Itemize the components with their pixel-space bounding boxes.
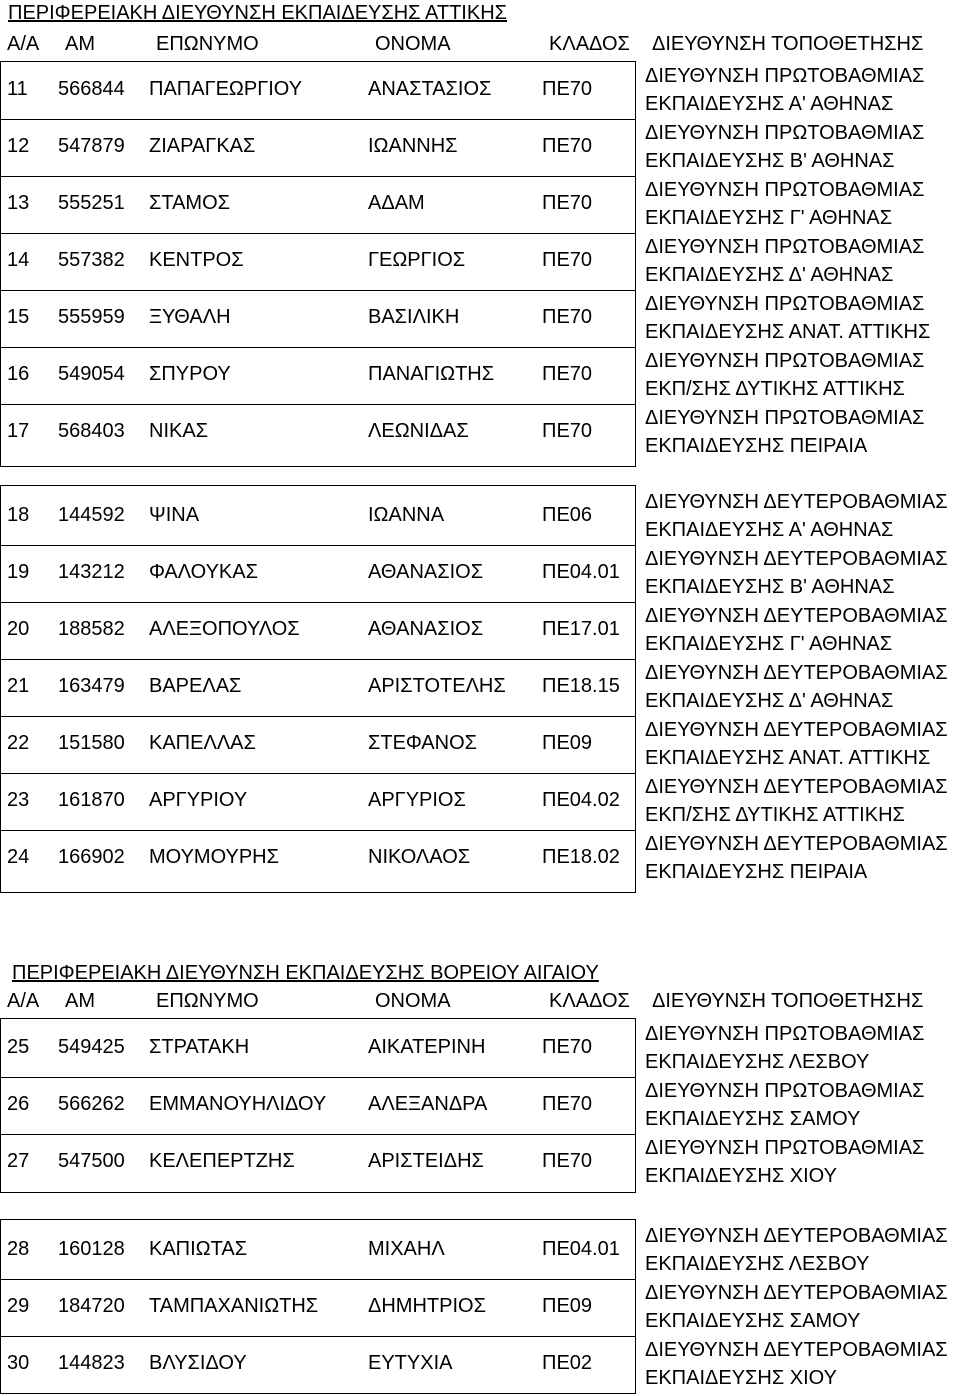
destination-line-1: ΔΙΕΥΘΥΝΣΗ ΔΕΥΤΕΡΟΒΑΘΜΙΑΣ xyxy=(645,832,948,855)
cell-surname: ΨΙΝΑ xyxy=(149,504,200,526)
table-row xyxy=(0,772,960,829)
table-row xyxy=(0,118,960,175)
table-group-primary-north-aegean xyxy=(0,1019,960,1190)
cell-am: 566262 xyxy=(58,1093,125,1115)
table-row xyxy=(0,1335,960,1392)
cell-name: ΝΙΚΟΛΑΟΣ xyxy=(368,846,471,868)
cell-am: 549054 xyxy=(58,363,125,385)
cell-specialty: ΠΕ18.02 xyxy=(542,846,620,868)
cell-am: 549425 xyxy=(58,1036,125,1058)
table-row xyxy=(0,1019,960,1076)
cell-destination xyxy=(645,487,960,544)
row-separator xyxy=(0,119,636,120)
cell-destination xyxy=(645,1221,960,1278)
cell-name: ΙΩΑΝΝΗΣ xyxy=(368,135,458,157)
cell-am: 161870 xyxy=(58,789,125,811)
cell-name: ΑΔΑΜ xyxy=(368,192,425,214)
table-row xyxy=(0,715,960,772)
cell-name: ΑΡΙΣΤΟΤΕΛΗΣ xyxy=(368,675,506,697)
table-group-secondary-north-aegean xyxy=(0,1221,960,1392)
cell-name: ΙΩΑΝΝΑ xyxy=(368,504,445,526)
cell-specialty: ΠΕ02 xyxy=(542,1352,593,1374)
destination-line-2: ΕΚΠΑΙΔΕΥΣΗΣ Β' ΑΘΗΝΑΣ xyxy=(645,575,895,598)
cell-specialty: ΠΕ70 xyxy=(542,78,593,100)
cell-destination xyxy=(645,601,960,658)
cell-surname: ΚΑΠΕΛΛΑΣ xyxy=(149,732,256,754)
header-destination: ΔΙΕΥΘΥΝΣΗ ΤΟΠΟΘΕΤΗΣΗΣ xyxy=(652,33,924,55)
cell-specialty: ΠΕ09 xyxy=(542,1295,593,1317)
cell-am: 184720 xyxy=(58,1295,125,1317)
table-group-secondary-attica xyxy=(0,487,960,886)
header-specialty: ΚΛΑΔΟΣ xyxy=(549,33,630,55)
header-destination: ΔΙΕΥΘΥΝΣΗ ΤΟΠΟΘΕΤΗΣΗΣ xyxy=(652,990,924,1012)
cell-specialty: ΠΕ70 xyxy=(542,363,593,385)
cell-aa: 21 xyxy=(7,675,30,697)
destination-line-1: ΔΙΕΥΘΥΝΣΗ ΔΕΥΤΕΡΟΒΑΘΜΙΑΣ xyxy=(645,775,948,798)
cell-aa: 12 xyxy=(7,135,30,157)
destination-line-1: ΔΙΕΥΘΥΝΣΗ ΔΕΥΤΕΡΟΒΑΘΜΙΑΣ xyxy=(645,1338,948,1361)
table-group-primary-attica xyxy=(0,61,960,460)
row-separator xyxy=(0,602,636,603)
cell-am: 144823 xyxy=(58,1352,125,1374)
cell-destination xyxy=(645,346,960,403)
destination-line-2: ΕΚΠ/ΣΗΣ ΔΥΤΙΚΗΣ ΑΤΤΙΚΗΣ xyxy=(645,377,905,400)
destination-line-1: ΔΙΕΥΘΥΝΣΗ ΠΡΩΤΟΒΑΘΜΙΑΣ xyxy=(645,1079,925,1102)
destination-line-1: ΔΙΕΥΘΥΝΣΗ ΔΕΥΤΕΡΟΒΑΘΜΙΑΣ xyxy=(645,1281,948,1304)
cell-name: ΕΥΤΥΧΙΑ xyxy=(368,1352,453,1374)
destination-line-2: ΕΚΠΑΙΔΕΥΣΗΣ Α' ΑΘΗΝΑΣ xyxy=(645,92,894,115)
column-header-row xyxy=(0,990,960,1012)
cell-surname: ΒΑΡΕΛΑΣ xyxy=(149,675,242,697)
cell-destination xyxy=(645,232,960,289)
table-row xyxy=(0,61,960,118)
cell-surname: ΠΑΠΑΓΕΩΡΓΙΟΥ xyxy=(149,78,303,100)
cell-specialty: ΠΕ70 xyxy=(542,135,593,157)
cell-surname: ΚΑΠΙΩΤΑΣ xyxy=(149,1238,248,1260)
cell-am: 160128 xyxy=(58,1238,125,1260)
cell-destination xyxy=(645,289,960,346)
cell-destination xyxy=(645,772,960,829)
destination-line-2: ΕΚΠΑΙΔΕΥΣΗΣ Γ' ΑΘΗΝΑΣ xyxy=(645,632,893,655)
destination-line-2: ΕΚΠΑΙΔΕΥΣΗΣ ΠΕΙΡΑΙΑ xyxy=(645,434,868,457)
cell-destination xyxy=(645,61,960,118)
destination-line-1: ΔΙΕΥΘΥΝΣΗ ΠΡΩΤΟΒΑΘΜΙΑΣ xyxy=(645,121,925,144)
cell-am: 143212 xyxy=(58,561,125,583)
row-separator xyxy=(0,347,636,348)
destination-line-1: ΔΙΕΥΘΥΝΣΗ ΔΕΥΤΕΡΟΒΑΘΜΙΑΣ xyxy=(645,490,948,513)
destination-line-2: ΕΚΠΑΙΔΕΥΣΗΣ ΧΙΟΥ xyxy=(645,1164,837,1187)
cell-name: ΒΑΣΙΛΙΚΗ xyxy=(368,306,460,328)
destination-line-2: ΕΚΠΑΙΔΕΥΣΗΣ ΛΕΣΒΟΥ xyxy=(645,1050,870,1073)
destination-line-2: ΕΚΠ/ΣΗΣ ΔΥΤΙΚΗΣ ΑΤΤΙΚΗΣ xyxy=(645,803,905,826)
table-row xyxy=(0,1076,960,1133)
cell-aa: 23 xyxy=(7,789,30,811)
header-specialty: ΚΛΑΔΟΣ xyxy=(549,990,630,1012)
row-separator xyxy=(0,1134,636,1135)
cell-aa: 11 xyxy=(7,78,28,100)
cell-specialty: ΠΕ18.15 xyxy=(542,675,620,697)
cell-name: ΛΕΩΝΙΔΑΣ xyxy=(368,420,469,442)
cell-destination xyxy=(645,1133,960,1190)
table-row xyxy=(0,1278,960,1335)
cell-am: 555959 xyxy=(58,306,125,328)
header-name: ΟΝΟΜΑ xyxy=(375,990,451,1012)
cell-am: 163479 xyxy=(58,675,125,697)
cell-aa: 26 xyxy=(7,1093,30,1115)
table-row xyxy=(0,601,960,658)
destination-line-1: ΔΙΕΥΘΥΝΣΗ ΠΡΩΤΟΒΑΘΜΙΑΣ xyxy=(645,406,925,429)
destination-line-1: ΔΙΕΥΘΥΝΣΗ ΔΕΥΤΕΡΟΒΑΘΜΙΑΣ xyxy=(645,604,948,627)
cell-name: ΑΘΑΝΑΣΙΟΣ xyxy=(368,561,484,583)
cell-specialty: ΠΕ70 xyxy=(542,249,593,271)
cell-specialty: ΠΕ70 xyxy=(542,420,593,442)
cell-aa: 28 xyxy=(7,1238,30,1260)
header-aa: Α/Α xyxy=(7,33,40,55)
destination-line-2: ΕΚΠΑΙΔΕΥΣΗΣ Β' ΑΘΗΝΑΣ xyxy=(645,149,895,172)
destination-line-1: ΔΙΕΥΘΥΝΣΗ ΔΕΥΤΕΡΟΒΑΘΜΙΑΣ xyxy=(645,1224,948,1247)
cell-surname: ΒΛΥΣΙΔΟΥ xyxy=(149,1352,247,1374)
cell-surname: ΖΙΑΡΑΓΚΑΣ xyxy=(149,135,256,157)
cell-specialty: ΠΕ70 xyxy=(542,192,593,214)
cell-destination xyxy=(645,1335,960,1392)
row-separator xyxy=(0,176,636,177)
destination-line-1: ΔΙΕΥΘΥΝΣΗ ΔΕΥΤΕΡΟΒΑΘΜΙΑΣ xyxy=(645,718,948,741)
cell-name: ΑΘΑΝΑΣΙΟΣ xyxy=(368,618,484,640)
column-header-row xyxy=(0,33,960,55)
cell-surname: ΜΟΥΜΟΥΡΗΣ xyxy=(149,846,279,868)
cell-aa: 13 xyxy=(7,192,30,214)
cell-surname: ΚΕΝΤΡΟΣ xyxy=(149,249,244,271)
destination-line-2: ΕΚΠΑΙΔΕΥΣΗΣ Γ' ΑΘΗΝΑΣ xyxy=(645,206,893,229)
destination-line-2: ΕΚΠΑΙΔΕΥΣΗΣ ΑΝΑΤ. ΑΤΤΙΚΗΣ xyxy=(645,320,931,343)
cell-aa: 24 xyxy=(7,846,30,868)
cell-surname: ΚΕΛΕΠΕΡΤΖΗΣ xyxy=(149,1150,295,1172)
cell-destination xyxy=(645,118,960,175)
cell-destination xyxy=(645,1278,960,1335)
cell-surname: ΞΥΘΑΛΗ xyxy=(149,306,231,328)
row-separator xyxy=(0,659,636,660)
header-name: ΟΝΟΜΑ xyxy=(375,33,451,55)
cell-am: 144592 xyxy=(58,504,125,526)
cell-specialty: ΠΕ70 xyxy=(542,1150,593,1172)
table-row xyxy=(0,403,960,460)
cell-name: ΑΙΚΑΤΕΡΙΝΗ xyxy=(368,1036,486,1058)
cell-destination xyxy=(645,829,960,886)
cell-aa: 14 xyxy=(7,249,30,271)
row-separator xyxy=(0,773,636,774)
section-title: ΠΕΡΙΦΕΡΕΙΑΚΗ ΔΙΕΥΘΥΝΣΗ ΕΚΠΑΙΔΕΥΣΗΣ ΑΤΤΙΚΗΣ xyxy=(8,2,507,24)
destination-line-1: ΔΙΕΥΘΥΝΣΗ ΔΕΥΤΕΡΟΒΑΘΜΙΑΣ xyxy=(645,547,948,570)
cell-am: 555251 xyxy=(58,192,125,214)
cell-name: ΑΡΓΥΡΙΟΣ xyxy=(368,789,466,811)
table-row xyxy=(0,487,960,544)
cell-destination xyxy=(645,658,960,715)
table-row xyxy=(0,175,960,232)
cell-name: ΑΛΕΞΑΝΔΡΑ xyxy=(368,1093,488,1115)
cell-am: 566844 xyxy=(58,78,125,100)
cell-surname: ΕΜΜΑΝΟΥΗΛΙΔΟΥ xyxy=(149,1093,327,1115)
destination-line-1: ΔΙΕΥΘΥΝΣΗ ΠΡΩΤΟΒΑΘΜΙΑΣ xyxy=(645,1022,925,1045)
table-row xyxy=(0,289,960,346)
cell-aa: 20 xyxy=(7,618,30,640)
table-row xyxy=(0,829,960,886)
cell-destination xyxy=(645,175,960,232)
row-separator xyxy=(0,290,636,291)
destination-line-2: ΕΚΠΑΙΔΕΥΣΗΣ ΧΙΟΥ xyxy=(645,1366,837,1389)
table-row xyxy=(0,346,960,403)
cell-destination xyxy=(645,1076,960,1133)
cell-surname: ΣΠΥΡΟΥ xyxy=(149,363,231,385)
destination-line-2: ΕΚΠΑΙΔΕΥΣΗΣ ΣΑΜΟΥ xyxy=(645,1309,861,1332)
header-surname: ΕΠΩΝΥΜΟ xyxy=(156,33,259,55)
destination-line-2: ΕΚΠΑΙΔΕΥΣΗΣ Α' ΑΘΗΝΑΣ xyxy=(645,518,894,541)
cell-name: ΑΝΑΣΤΑΣΙΟΣ xyxy=(368,78,492,100)
cell-name: ΓΕΩΡΓΙΟΣ xyxy=(368,249,466,271)
cell-aa: 30 xyxy=(7,1352,30,1374)
destination-line-2: ΕΚΠΑΙΔΕΥΣΗΣ ΑΝΑΤ. ΑΤΤΙΚΗΣ xyxy=(645,746,931,769)
destination-line-2: ΕΚΠΑΙΔΕΥΣΗΣ Δ' ΑΘΗΝΑΣ xyxy=(645,689,894,712)
cell-aa: 15 xyxy=(7,306,30,328)
cell-surname: ΑΛΕΞΟΠΟΥΛΟΣ xyxy=(149,618,300,640)
table-row xyxy=(0,1221,960,1278)
destination-line-1: ΔΙΕΥΘΥΝΣΗ ΠΡΩΤΟΒΑΘΜΙΑΣ xyxy=(645,64,925,87)
cell-aa: 16 xyxy=(7,363,30,385)
destination-line-2: ΕΚΠΑΙΔΕΥΣΗΣ ΛΕΣΒΟΥ xyxy=(645,1252,870,1275)
cell-specialty: ΠΕ70 xyxy=(542,306,593,328)
cell-surname: ΑΡΓΥΡΙΟΥ xyxy=(149,789,248,811)
destination-line-1: ΔΙΕΥΘΥΝΣΗ ΠΡΩΤΟΒΑΘΜΙΑΣ xyxy=(645,235,925,258)
cell-specialty: ΠΕ06 xyxy=(542,504,593,526)
cell-am: 151580 xyxy=(58,732,125,754)
table-row xyxy=(0,1133,960,1190)
row-separator xyxy=(0,1279,636,1280)
header-am: ΑΜ xyxy=(65,990,95,1012)
destination-line-1: ΔΙΕΥΘΥΝΣΗ ΠΡΩΤΟΒΑΘΜΙΑΣ xyxy=(645,349,925,372)
cell-name: ΠΑΝΑΓΙΩΤΗΣ xyxy=(368,363,495,385)
cell-am: 188582 xyxy=(58,618,125,640)
table-row xyxy=(0,658,960,715)
row-separator xyxy=(0,716,636,717)
cell-specialty: ΠΕ17.01 xyxy=(542,618,620,640)
row-separator xyxy=(0,233,636,234)
destination-line-2: ΕΚΠΑΙΔΕΥΣΗΣ ΠΕΙΡΑΙΑ xyxy=(645,860,868,883)
destination-line-1: ΔΙΕΥΘΥΝΣΗ ΠΡΩΤΟΒΑΘΜΙΑΣ xyxy=(645,292,925,315)
cell-am: 557382 xyxy=(58,249,125,271)
cell-am: 547879 xyxy=(58,135,125,157)
row-separator xyxy=(0,404,636,405)
row-separator xyxy=(0,830,636,831)
cell-surname: ΦΑΛΟΥΚΑΣ xyxy=(149,561,258,583)
cell-aa: 29 xyxy=(7,1295,30,1317)
cell-name: ΑΡΙΣΤΕΙΔΗΣ xyxy=(368,1150,484,1172)
destination-line-2: ΕΚΠΑΙΔΕΥΣΗΣ Δ' ΑΘΗΝΑΣ xyxy=(645,263,894,286)
cell-specialty: ΠΕ04.01 xyxy=(542,1238,620,1260)
cell-specialty: ΠΕ70 xyxy=(542,1093,593,1115)
cell-specialty: ΠΕ04.02 xyxy=(542,789,620,811)
cell-am: 568403 xyxy=(58,420,125,442)
header-aa: Α/Α xyxy=(7,990,40,1012)
destination-line-1: ΔΙΕΥΘΥΝΣΗ ΠΡΩΤΟΒΑΘΜΙΑΣ xyxy=(645,178,925,201)
cell-specialty: ΠΕ04.01 xyxy=(542,561,620,583)
cell-am: 166902 xyxy=(58,846,125,868)
cell-destination xyxy=(645,403,960,460)
cell-surname: ΝΙΚΑΣ xyxy=(149,420,209,442)
cell-aa: 22 xyxy=(7,732,30,754)
destination-line-1: ΔΙΕΥΘΥΝΣΗ ΔΕΥΤΕΡΟΒΑΘΜΙΑΣ xyxy=(645,661,948,684)
cell-am: 547500 xyxy=(58,1150,125,1172)
row-separator xyxy=(0,1077,636,1078)
cell-surname: ΤΑΜΠΑΧΑΝΙΩΤΗΣ xyxy=(149,1295,319,1317)
header-surname: ΕΠΩΝΥΜΟ xyxy=(156,990,259,1012)
cell-aa: 18 xyxy=(7,504,30,526)
cell-name: ΜΙΧΑΗΛ xyxy=(368,1238,445,1260)
cell-surname: ΣΤΑΜΟΣ xyxy=(149,192,231,214)
cell-name: ΣΤΕΦΑΝΟΣ xyxy=(368,732,478,754)
row-separator xyxy=(0,1336,636,1337)
cell-specialty: ΠΕ09 xyxy=(542,732,593,754)
destination-line-1: ΔΙΕΥΘΥΝΣΗ ΠΡΩΤΟΒΑΘΜΙΑΣ xyxy=(645,1136,925,1159)
table-row xyxy=(0,232,960,289)
cell-aa: 17 xyxy=(7,420,30,442)
cell-specialty: ΠΕ70 xyxy=(542,1036,593,1058)
cell-aa: 27 xyxy=(7,1150,30,1172)
cell-destination xyxy=(645,715,960,772)
section-title: ΠΕΡΙΦΕΡΕΙΑΚΗ ΔΙΕΥΘΥΝΣΗ ΕΚΠΑΙΔΕΥΣΗΣ ΒΟΡΕΙΟΥ ΑΙΓΑΙΟΥ xyxy=(12,962,599,984)
header-am: ΑΜ xyxy=(65,33,95,55)
cell-surname: ΣΤΡΑΤΑΚΗ xyxy=(149,1036,250,1058)
cell-aa: 25 xyxy=(7,1036,30,1058)
row-separator xyxy=(0,545,636,546)
table-row xyxy=(0,544,960,601)
cell-destination xyxy=(645,1019,960,1076)
cell-destination xyxy=(645,544,960,601)
cell-aa: 19 xyxy=(7,561,30,583)
cell-name: ΔΗΜΗΤΡΙΟΣ xyxy=(368,1295,486,1317)
destination-line-2: ΕΚΠΑΙΔΕΥΣΗΣ ΣΑΜΟΥ xyxy=(645,1107,861,1130)
